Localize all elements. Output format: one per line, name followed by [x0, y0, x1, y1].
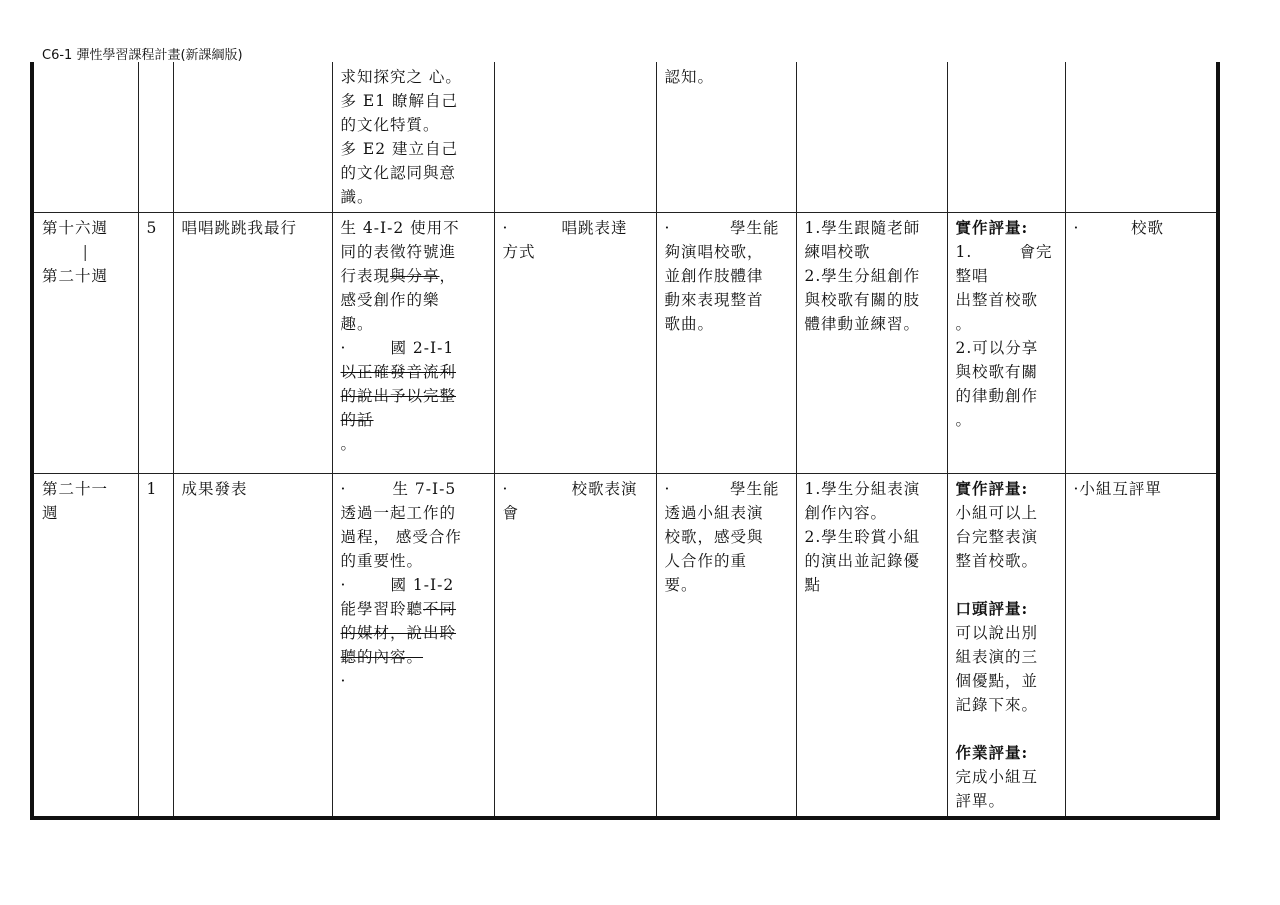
week-label: 第二十一 — [42, 480, 109, 498]
indicator-line — [341, 477, 486, 501]
assessment-heading: 實作評量: — [955, 218, 1029, 237]
indicator-line: 多 E1 瞭解自己 — [340, 92, 459, 110]
struck-text: 不同 — [423, 600, 457, 618]
activity-line: 與校歌有關的肢 — [804, 291, 921, 309]
indicator-text: 能學習聆聽 — [340, 600, 424, 618]
indicator-text: 國 2-Ⅰ-1 — [390, 339, 455, 357]
goals-cell — [656, 474, 796, 819]
assessment-line: 。 — [955, 315, 973, 333]
course-plan-table — [30, 62, 1220, 820]
goal-line: 動來表現整首 — [664, 291, 764, 309]
spacer — [956, 717, 1057, 741]
table-row-week21 — [32, 474, 1218, 819]
bullet-dot: · — [340, 576, 347, 594]
table-row-continuation — [32, 62, 1218, 213]
indicator-line — [341, 597, 486, 621]
goal-line — [665, 216, 788, 240]
indicator-text: 生 7-I-5 — [392, 480, 457, 498]
indicator-line: 的重要性。 — [340, 552, 424, 570]
activity-line: 的演出並記錄優 — [804, 552, 921, 570]
activity-line: 創作內容。 — [804, 504, 888, 522]
hours-cell: 5 — [138, 213, 173, 474]
struck-text: 的媒材，說出聆 — [340, 624, 457, 642]
assessment-line — [956, 240, 1057, 264]
struck-text: 的話 — [340, 411, 374, 429]
assessment-line: 記錄下來。 — [955, 696, 1039, 714]
goals-cell — [656, 62, 796, 213]
week-label: 第十六週 — [42, 219, 109, 237]
indicators-cell — [332, 213, 494, 474]
week-cell — [32, 62, 138, 213]
indicator-line — [341, 336, 486, 360]
content-cell — [494, 62, 656, 213]
spacer — [956, 573, 1057, 597]
content-cell — [494, 213, 656, 474]
week-label: 週 — [42, 504, 59, 522]
struck-text: 的說出予以完整 — [340, 387, 457, 405]
indicator-line: 的文化特質。 — [340, 116, 440, 134]
indicator-line: 識。 — [340, 188, 374, 206]
content-line — [503, 216, 648, 240]
unit-cell: 成果發表 — [173, 474, 332, 819]
indicator-line: 多 E2 建立自己 — [340, 140, 459, 158]
indicator-line: 趣。 — [340, 315, 374, 333]
goal-line: 歌曲。 — [664, 315, 715, 333]
indicator-line: 。 — [340, 435, 358, 453]
activity-line: 1.學生跟隨老師 — [804, 219, 921, 237]
activity-line: 2.學生聆賞小組 — [804, 528, 921, 546]
hours-cell — [138, 62, 173, 213]
activities-cell — [796, 62, 947, 213]
goal-line: 校歌，感受與 — [664, 528, 764, 546]
assessment-line: 評單。 — [955, 792, 1006, 810]
goal-line: 要。 — [664, 576, 698, 594]
assessment-text: 1. — [955, 243, 973, 261]
indicator-line: 生 4-I-2 使用不 — [340, 219, 460, 237]
content-text: 唱跳表達 — [561, 219, 628, 237]
goals-cell — [656, 213, 796, 474]
bullet-dot: · — [340, 480, 347, 498]
assessment-line: 整唱 — [955, 267, 989, 285]
activities-cell — [796, 474, 947, 819]
unit-cell — [173, 62, 332, 213]
content-line — [503, 477, 648, 501]
assessment-line: 與校歌有關 — [955, 363, 1039, 381]
assessment-line: 出整首校歌 — [955, 291, 1039, 309]
activity-line: 1.學生分組表演 — [804, 480, 921, 498]
hours-cell: 1 — [138, 474, 173, 819]
indicator-line: 同的表徵符號進 — [340, 243, 457, 261]
goal-line: 認知。 — [664, 68, 715, 86]
activity-line: 2.學生分組創作 — [804, 267, 921, 285]
assessment-line: 可以說出別 — [955, 624, 1039, 642]
assessment-cell — [947, 474, 1065, 819]
unit-cell: 唱唱跳跳我最行 — [173, 213, 332, 474]
week-range-bar: | — [82, 243, 89, 261]
indicator-line — [341, 264, 486, 288]
content-text: 校歌表演 — [571, 480, 638, 498]
indicator-line: 的文化認同與意 — [340, 164, 457, 182]
goal-line: 並創作肢體律 — [664, 267, 764, 285]
struck-text: 以正確發音流利 — [340, 363, 457, 381]
assessment-text: 會完 — [1019, 243, 1053, 261]
assessment-line: 個優點，並 — [955, 672, 1039, 690]
assessment-line: 2.可以分享 — [955, 339, 1039, 357]
goal-text: 學生能 — [729, 219, 780, 237]
bullet-dot: · — [340, 672, 347, 690]
indicator-line: 過程， 感受合作 — [340, 528, 462, 546]
week-label: 第二十週 — [42, 267, 109, 285]
indicators-cell — [332, 474, 494, 819]
bullet-dot: · — [502, 219, 509, 237]
indicator-text: ， — [439, 267, 457, 285]
assessment-cell — [947, 62, 1065, 213]
struck-text: 與分享 — [390, 267, 440, 285]
indicator-line: 求知探究之 心。 — [340, 68, 462, 86]
assessment-heading: 實作評量: — [955, 479, 1029, 498]
resource-text: 校歌 — [1130, 219, 1164, 237]
indicator-line — [341, 573, 486, 597]
activity-line: 點 — [804, 576, 822, 594]
indicator-text: 國 1-Ⅰ-2 — [390, 576, 455, 594]
goal-line: 人合作的重 — [664, 552, 748, 570]
assessment-heading: 作業評量: — [955, 743, 1029, 762]
content-line: 方式 — [502, 243, 536, 261]
assessment-line: 。 — [955, 411, 973, 429]
content-line: 會 — [502, 504, 520, 522]
week-cell — [32, 474, 138, 819]
assessment-line: 組表演的三 — [955, 648, 1039, 666]
activities-cell — [796, 213, 947, 474]
bullet-dot: · — [502, 480, 509, 498]
bullet-dot: · — [664, 219, 671, 237]
indicator-line: 感受創作的樂 — [340, 291, 440, 309]
resources-cell — [1065, 213, 1218, 474]
table-row-week16 — [32, 213, 1218, 474]
resources-cell: ·小組互評單 — [1065, 474, 1218, 819]
goal-line: 透過小組表演 — [664, 504, 764, 522]
resource-line — [1074, 216, 1209, 240]
bullet-dot: · — [1073, 219, 1080, 237]
indicator-line: 透過一起工作的 — [340, 504, 457, 522]
struck-text: 聽的內容。 — [340, 648, 424, 666]
content-cell — [494, 474, 656, 819]
assessment-line: 台完整表演 — [955, 528, 1039, 546]
week-cell — [32, 213, 138, 474]
assessment-line: 整首校歌。 — [955, 552, 1039, 570]
goal-line: 夠演唱校歌， — [664, 243, 764, 261]
assessment-line: 小組可以上 — [955, 504, 1039, 522]
bullet-dot: · — [340, 339, 347, 357]
goal-text: 學生能 — [729, 480, 780, 498]
document-header: C6-1 彈性學習課程計畫(新課綱版) — [42, 48, 243, 63]
assessment-heading: 口頭評量: — [955, 599, 1029, 618]
activity-line: 練唱校歌 — [804, 243, 871, 261]
bullet-dot: · — [664, 480, 671, 498]
activity-line: 體律動並練習。 — [804, 315, 921, 333]
goal-line — [665, 477, 788, 501]
indicators-cell — [332, 62, 494, 213]
assessment-cell — [947, 213, 1065, 474]
assessment-line: 的律動創作 — [955, 387, 1039, 405]
indicator-text: 行表現 — [340, 267, 391, 285]
assessment-line: 完成小組互 — [955, 768, 1039, 786]
resources-cell — [1065, 62, 1218, 213]
